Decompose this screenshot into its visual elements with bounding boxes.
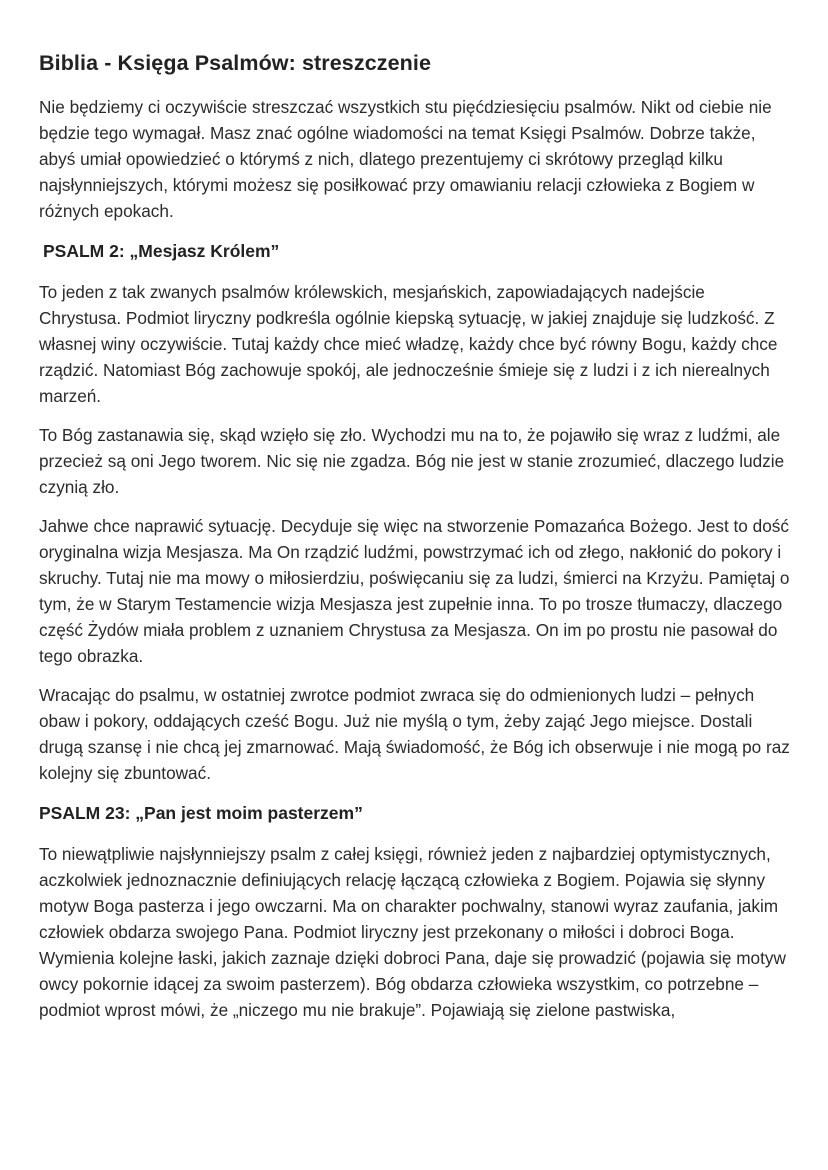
intro-paragraph: Nie będziemy ci oczywiście streszczać wszystkich stu pięćdziesięciu psalmów. Nikt od ciebie nie będzie tego wymagał. Masz znać ogólne wiadomości na temat Księgi Psalmów. Dobrze także, abyś umiał opowiedzieć o którymś z nich, dlatego prezentujemy ci skrótowy przegląd kilku najsłynniejszych, którymi możesz się posiłkować przy omawianiu relacji człowieka z Bogiem w różnych epokach. <box>39 97 772 221</box>
document-page <box>39 46 791 1036</box>
paragraph: Wracając do psalmu, w ostatniej zwrotce podmiot zwraca się do odmienionych ludzi – pełnych obaw i pokory, oddających cześć Bogu. Już nie myślą o tym, żeby zająć Jego miejsce. Dostali drugą szansę i nie chcą jej zmarnować. Mają świadomość, że Bóg ich obserwuje i nie mogą po raz kolejny się zbuntować. <box>39 685 790 783</box>
paragraph: To niewątpliwie najsłynniejszy psalm z całej księgi, również jeden z najbardziej optymistycznych, aczkolwiek jednoznacznie definiujących relację łączącą człowieka z Bogiem. Pojawia się słynny motyw Boga pasterza i jego owczarni. Ma on charakter pochwalny, stanowi wyraz zaufania, jakim człowiek obdarza swojego Pana. Podmiot liryczny jest przekonany o miłości i dobroci Boga. Wymienia kolejne łaski, jakich zaznaje dzięki dobroci Pana, daje się prowadzić (pojawia się motyw owcy pokornie idącej za swoim pasterzem). Bóg obdarza człowieka wszystkim, co potrzebne – podmiot wprost mówi, że „niczego mu nie brakuje”. Pojawiają się zielone pastwiska, <box>39 844 786 1020</box>
paragraph: To Bóg zastanawia się, skąd wzięło się zło. Wychodzi mu na to, że pojawiło się wraz z ludźmi, ale przecież są oni Jego tworem. Nic się nie zgadza. Bóg nie jest w stanie zrozumieć, dlaczego ludzie czynią zło. <box>39 425 785 497</box>
section-heading-psalm-2: PSALM 2: „Mesjasz Królem” <box>43 241 280 261</box>
section-heading-psalm-23: PSALM 23: „Pan jest moim pasterzem” <box>39 803 363 823</box>
page-title: Biblia - Księga Psalmów: streszczenie <box>39 51 432 75</box>
paragraph: To jeden z tak zwanych psalmów królewskich, mesjańskich, zapowiadających nadejście Chrystusa. Podmiot liryczny podkreśla ogólnie kiepską sytuację, w jakiej znajduje się ludzkość. Z własnej winy oczywiście. Tutaj każdy chce mieć władzę, każdy chce być równy Bogu, każdy chce rządzić. Natomiast Bóg zachowuje spokój, ale jednocześnie śmieje się z ludzi i z ich nierealnych marzeń. <box>39 282 778 406</box>
paragraph: Jahwe chce naprawić sytuację. Decyduje się więc na stworzenie Pomazańca Bożego. Jest to dość oryginalna wizja Mesjasza. Ma On rządzić ludźmi, powstrzymać ich od złego, nakłonić do pokory i skruchy. Tutaj nie ma mowy o miłosierdziu, poświęcaniu się za ludzi, śmierci na Krzyżu. Pamiętaj o tym, że w Starym Testamencie wizja Mesjasza jest zupełnie inna. To po trosze tłumaczy, dlaczego część Żydów miała problem z uznaniem Chrystusa za Mesjasza. On im po prostu nie pasował do tego obrazka. <box>39 516 790 666</box>
